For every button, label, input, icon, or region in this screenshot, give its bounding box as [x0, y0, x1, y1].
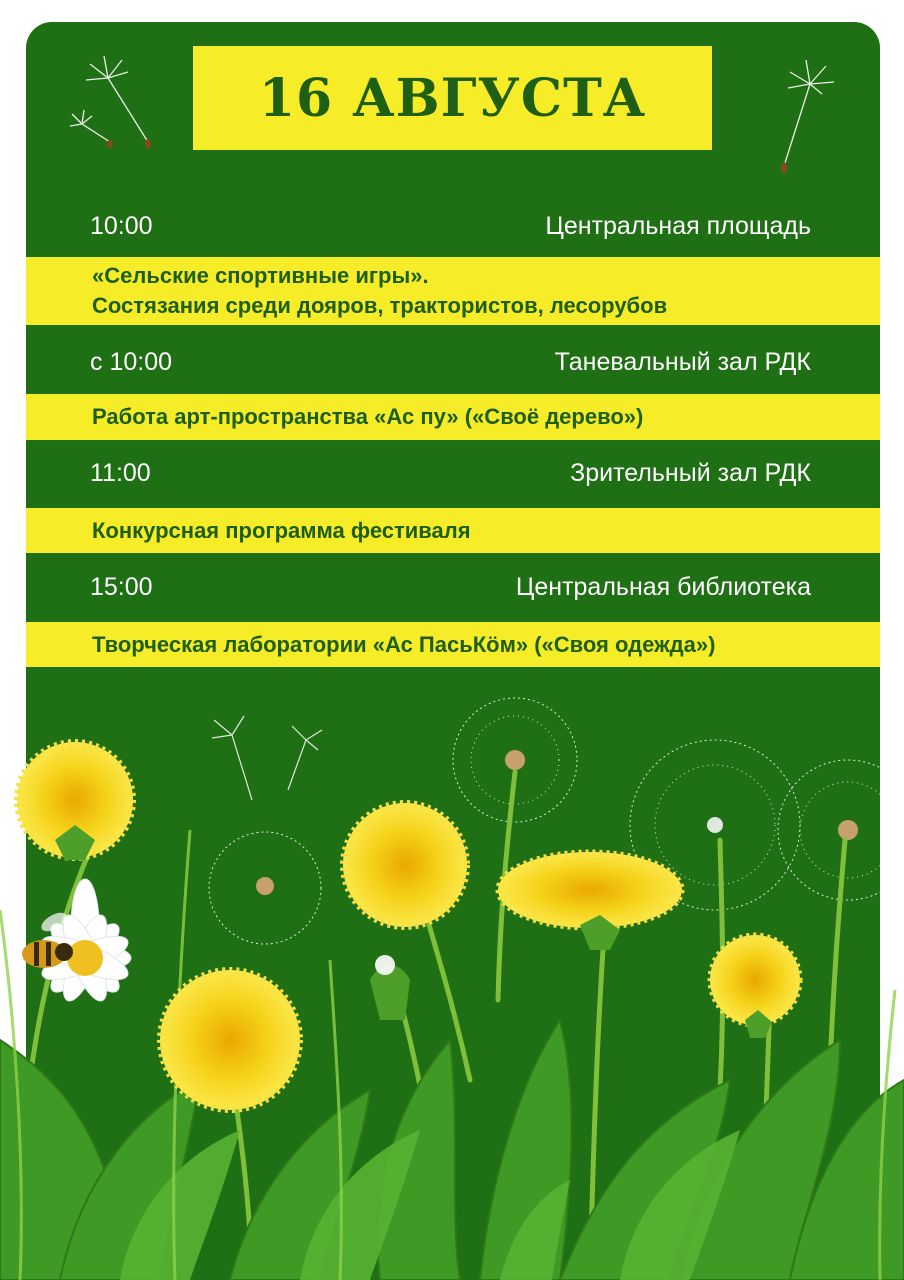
schedule-row-1 — [26, 197, 880, 255]
dandelion-flower-icon — [17, 742, 800, 1110]
schedule-place: Центральная библиотека — [515, 572, 811, 601]
schedule-place: Центральная площадь — [545, 211, 811, 240]
date-title: 16 АВГУСТА — [258, 67, 647, 129]
schedule-row-4 — [26, 558, 880, 616]
schedule-time: 11:00 — [90, 458, 151, 487]
schedule-row-2 — [26, 333, 880, 391]
floating-seed-icon — [760, 54, 850, 184]
schedule-event-1 — [26, 257, 880, 325]
schedule-place: Зрительный зал РДК — [570, 458, 811, 487]
schedule-place: Таневальный зал РДК — [554, 347, 811, 376]
schedule-event-2 — [26, 394, 880, 440]
event-line: Творческая лаборатории «Ас ПасьКӧм» («Своя одежда») — [92, 631, 716, 657]
schedule-time: 15:00 — [90, 572, 153, 601]
schedule-row-3 — [26, 444, 880, 502]
event-line: «Сельские спортивные игры». — [92, 263, 429, 288]
date-banner — [193, 46, 712, 150]
event-line: Работа арт-пространства «Ас пу» («Своё дерево») — [92, 404, 644, 429]
schedule-time: 10:00 — [90, 211, 153, 240]
floating-seed-icon — [60, 50, 180, 160]
schedule-time: с 10:00 — [90, 347, 173, 376]
dandelion-meadow-illustration — [0, 660, 904, 1280]
schedule-event-3 — [26, 508, 880, 553]
event-line: Состязания среди дояров, трактористов, лесорубов — [92, 293, 668, 318]
event-line: Конкурсная программа фестиваля — [92, 517, 471, 543]
